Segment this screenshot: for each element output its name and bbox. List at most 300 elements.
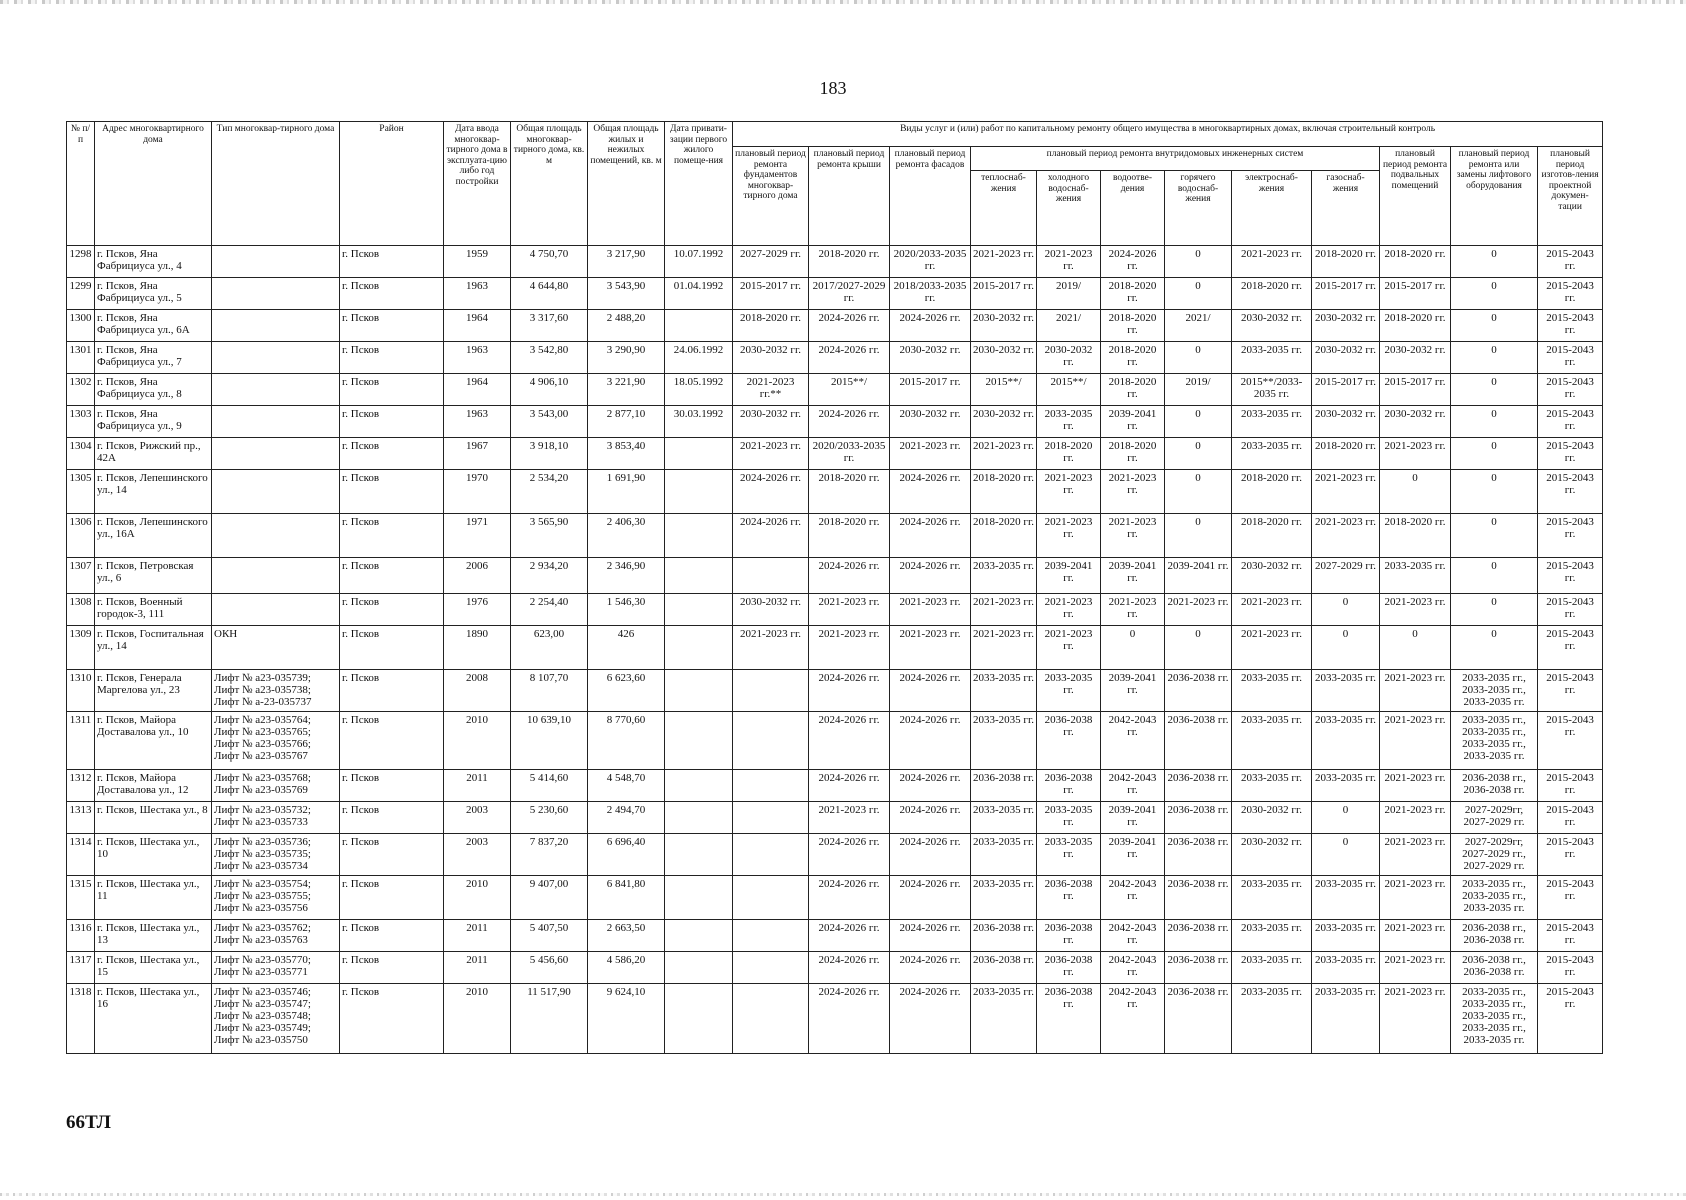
table-row — [67, 342, 1603, 374]
col-electric-header: электроснаб-жения — [1232, 171, 1312, 246]
cell-heating: 2033-2035 гг. — [971, 712, 1037, 770]
cell-district: г. Псков — [340, 670, 444, 712]
cell-num: 1308 — [67, 594, 95, 626]
cell-heating: 2036-2038 гг. — [971, 770, 1037, 802]
cell-cold-water: 2021-2023 гг. — [1037, 470, 1101, 514]
cell-facade: 2024-2026 гг. — [890, 310, 971, 342]
cell-facade: 2020/2033-2035 гг. — [890, 246, 971, 278]
cell-hot-water: 2036-2038 гг. — [1165, 920, 1232, 952]
cell-drainage: 2039-2041 гг. — [1101, 802, 1165, 834]
cell-house-type — [212, 310, 340, 342]
table-row — [67, 834, 1603, 876]
cell-living-area: 6 696,40 — [588, 834, 665, 876]
cell-elevator: 2027-2029гг, 2027-2029 гг. — [1451, 802, 1538, 834]
cell-facade: 2024-2026 гг. — [890, 670, 971, 712]
cell-living-area: 3 853,40 — [588, 438, 665, 470]
cell-living-area: 2 488,20 — [588, 310, 665, 342]
cell-elevator: 2033-2035 гг., 2033-2035 гг., 2033-2035 гг. — [1451, 876, 1538, 920]
cell-basement: 2021-2023 гг. — [1380, 802, 1451, 834]
cell-living-area: 3 290,90 — [588, 342, 665, 374]
cell-design: 2015-2043 гг. — [1538, 374, 1603, 406]
cell-district: г. Псков — [340, 984, 444, 1054]
cell-address: г. Псков, Майора Доставалова ул., 12 — [95, 770, 212, 802]
cell-address: г. Псков, Майора Доставалова ул., 10 — [95, 712, 212, 770]
cell-basement: 0 — [1380, 626, 1451, 670]
cell-address: г. Псков, Шестака ул., 11 — [95, 876, 212, 920]
cell-drainage: 2018-2020 гг. — [1101, 310, 1165, 342]
cell-roof: 2024-2026 гг. — [809, 712, 890, 770]
cell-drainage: 2018-2020 гг. — [1101, 278, 1165, 310]
cell-heating: 2021-2023 гг. — [971, 594, 1037, 626]
cell-drainage: 2042-2043 гг. — [1101, 770, 1165, 802]
cell-gas: 2033-2035 гг. — [1312, 984, 1380, 1054]
table-row — [67, 406, 1603, 438]
cell-address: г. Псков, Яна Фабрициуса ул., 5 — [95, 278, 212, 310]
cell-address: г. Псков, Шестака ул., 16 — [95, 984, 212, 1054]
cell-roof: 2021-2023 гг. — [809, 802, 890, 834]
cell-cold-water: 2021-2023 гг. — [1037, 626, 1101, 670]
cell-hot-water: 2021/ — [1165, 310, 1232, 342]
document-code: 66ТЛ — [66, 1112, 111, 1133]
cell-house-type — [212, 406, 340, 438]
cell-total-area: 10 639,10 — [511, 712, 588, 770]
cell-design: 2015-2043 гг. — [1538, 834, 1603, 876]
cell-drainage: 2039-2041 гг. — [1101, 670, 1165, 712]
cell-hot-water: 0 — [1165, 438, 1232, 470]
cell-privatization — [665, 770, 733, 802]
cell-heating: 2036-2038 гг. — [971, 920, 1037, 952]
cell-hot-water: 0 — [1165, 514, 1232, 558]
cell-year: 2003 — [444, 834, 511, 876]
cell-drainage: 2039-2041 гг. — [1101, 558, 1165, 594]
cell-drainage: 2018-2020 гг. — [1101, 342, 1165, 374]
col-address-header: Адрес многоквартирного дома — [95, 122, 212, 246]
cell-year: 2003 — [444, 802, 511, 834]
cell-living-area: 3 543,90 — [588, 278, 665, 310]
cell-gas: 0 — [1312, 834, 1380, 876]
cell-total-area: 4 644,80 — [511, 278, 588, 310]
cell-cold-water: 2039-2041 гг. — [1037, 558, 1101, 594]
cell-heating: 2033-2035 гг. — [971, 984, 1037, 1054]
cell-total-area: 3 542,80 — [511, 342, 588, 374]
cell-living-area: 1 546,30 — [588, 594, 665, 626]
cell-house-type: Лифт № а23-035770; Лифт № а23-035771 — [212, 952, 340, 984]
cell-house-type: Лифт № а23-035746; Лифт № а23-035747; Лифт № а23-035748; Лифт № а23-035749; Лифт № а23-035750 — [212, 984, 340, 1054]
cell-living-area: 2 877,10 — [588, 406, 665, 438]
cell-house-type — [212, 514, 340, 558]
cell-address: г. Псков, Госпитальная ул., 14 — [95, 626, 212, 670]
cell-facade: 2021-2023 гг. — [890, 438, 971, 470]
cell-drainage: 2021-2023 гг. — [1101, 514, 1165, 558]
cell-design: 2015-2043 гг. — [1538, 594, 1603, 626]
cell-total-area: 7 837,20 — [511, 834, 588, 876]
cell-address: г. Псков, Лепешинского ул., 16А — [95, 514, 212, 558]
cell-basement: 2021-2023 гг. — [1380, 876, 1451, 920]
cell-total-area: 3 565,90 — [511, 514, 588, 558]
cell-basement: 2030-2032 гг. — [1380, 406, 1451, 438]
col-living-area-header: Общая площадь жилых и нежилых помещений, кв. м — [588, 122, 665, 246]
cell-total-area: 2 254,40 — [511, 594, 588, 626]
cell-design: 2015-2043 гг. — [1538, 438, 1603, 470]
cell-total-area: 5 407,50 — [511, 920, 588, 952]
cell-foundation: 2030-2032 гг. — [733, 594, 809, 626]
cell-elevator: 0 — [1451, 310, 1538, 342]
cell-roof: 2024-2026 гг. — [809, 952, 890, 984]
col-commissioning-header: Дата ввода многоквар-тирного дома в эксплуата-цию либо год постройки — [444, 122, 511, 246]
cell-design: 2015-2043 гг. — [1538, 626, 1603, 670]
cell-elevator: 2033-2035 гг., 2033-2035 гг., 2033-2035 гг., 2033-2035 гг. — [1451, 712, 1538, 770]
cell-living-area: 3 217,90 — [588, 246, 665, 278]
cell-design: 2015-2043 гг. — [1538, 558, 1603, 594]
cell-elevator: 2027-2029гг, 2027-2029 гг., 2027-2029 гг. — [1451, 834, 1538, 876]
cell-heating: 2015-2017 гг. — [971, 278, 1037, 310]
cell-elevator: 0 — [1451, 406, 1538, 438]
cell-hot-water: 0 — [1165, 342, 1232, 374]
table-row — [67, 278, 1603, 310]
cell-cold-water: 2033-2035 гг. — [1037, 802, 1101, 834]
cell-roof: 2015**/ — [809, 374, 890, 406]
cell-house-type — [212, 438, 340, 470]
cell-num: 1304 — [67, 438, 95, 470]
cell-district: г. Псков — [340, 712, 444, 770]
cell-electric: 2033-2035 гг. — [1232, 342, 1312, 374]
cell-cold-water: 2033-2035 гг. — [1037, 670, 1101, 712]
cell-cold-water: 2019/ — [1037, 278, 1101, 310]
cell-heating: 2033-2035 гг. — [971, 876, 1037, 920]
cell-gas: 2021-2023 гг. — [1312, 514, 1380, 558]
cell-roof: 2021-2023 гг. — [809, 594, 890, 626]
cell-heating: 2036-2038 гг. — [971, 952, 1037, 984]
cell-hot-water: 0 — [1165, 470, 1232, 514]
cell-district: г. Псков — [340, 594, 444, 626]
cell-year: 1967 — [444, 438, 511, 470]
cell-privatization — [665, 626, 733, 670]
cell-total-area: 9 407,00 — [511, 876, 588, 920]
cell-electric: 2033-2035 гг. — [1232, 984, 1312, 1054]
cell-electric: 2033-2035 гг. — [1232, 438, 1312, 470]
cell-address: г. Псков, Шестака ул., 10 — [95, 834, 212, 876]
cell-living-area: 9 624,10 — [588, 984, 665, 1054]
cell-num: 1300 — [67, 310, 95, 342]
scan-edge-top — [0, 0, 1686, 4]
cell-roof: 2024-2026 гг. — [809, 876, 890, 920]
cell-elevator: 0 — [1451, 626, 1538, 670]
cell-drainage: 2018-2020 гг. — [1101, 374, 1165, 406]
cell-design: 2015-2043 гг. — [1538, 310, 1603, 342]
cell-year: 2006 — [444, 558, 511, 594]
cell-year: 2008 — [444, 670, 511, 712]
cell-cold-water: 2036-2038 гг. — [1037, 712, 1101, 770]
table-row — [67, 770, 1603, 802]
cell-cold-water: 2036-2038 гг. — [1037, 920, 1101, 952]
cell-foundation: 2024-2026 гг. — [733, 470, 809, 514]
cell-cold-water: 2021/ — [1037, 310, 1101, 342]
cell-design: 2015-2043 гг. — [1538, 670, 1603, 712]
cell-living-area: 3 221,90 — [588, 374, 665, 406]
col-elevator-header: плановый период ремонта или замены лифтового оборудования — [1451, 147, 1538, 246]
cell-privatization — [665, 438, 733, 470]
cell-privatization — [665, 834, 733, 876]
cell-gas: 2018-2020 гг. — [1312, 438, 1380, 470]
cell-hot-water: 2036-2038 гг. — [1165, 770, 1232, 802]
cell-house-type — [212, 246, 340, 278]
cell-privatization: 18.05.1992 — [665, 374, 733, 406]
cell-foundation — [733, 834, 809, 876]
cell-facade: 2024-2026 гг. — [890, 712, 971, 770]
cell-basement: 2015-2017 гг. — [1380, 278, 1451, 310]
cell-district: г. Псков — [340, 920, 444, 952]
cell-house-type — [212, 278, 340, 310]
cell-design: 2015-2043 гг. — [1538, 876, 1603, 920]
cell-gas: 2033-2035 гг. — [1312, 876, 1380, 920]
cell-roof: 2020/2033-2035 гг. — [809, 438, 890, 470]
cell-facade: 2030-2032 гг. — [890, 342, 971, 374]
cell-privatization — [665, 558, 733, 594]
cell-year: 1890 — [444, 626, 511, 670]
cell-living-area: 2 346,90 — [588, 558, 665, 594]
cell-house-type — [212, 558, 340, 594]
cell-district: г. Псков — [340, 876, 444, 920]
cell-living-area: 6 841,80 — [588, 876, 665, 920]
table-row — [67, 920, 1603, 952]
col-facade-header: плановый период ремонта фасадов — [890, 147, 971, 246]
cell-num: 1310 — [67, 670, 95, 712]
cell-foundation: 2027-2029 гг. — [733, 246, 809, 278]
cell-gas: 2015-2017 гг. — [1312, 278, 1380, 310]
cell-privatization — [665, 310, 733, 342]
cell-address: г. Псков, Шестака ул., 8 — [95, 802, 212, 834]
cell-electric: 2030-2032 гг. — [1232, 834, 1312, 876]
works-group-header: Виды услуг и (или) работ по капитальному ремонту общего имущества в многоквартирных домах, включая строительный контроль — [733, 122, 1603, 147]
col-roof-header: плановый период ремонта крыши — [809, 147, 890, 246]
col-heating-header: теплоснаб-жения — [971, 171, 1037, 246]
cell-cold-water: 2036-2038 гг. — [1037, 876, 1101, 920]
cell-design: 2015-2043 гг. — [1538, 278, 1603, 310]
table-row — [67, 802, 1603, 834]
cell-elevator: 0 — [1451, 278, 1538, 310]
cell-year: 2011 — [444, 770, 511, 802]
cell-roof: 2024-2026 гг. — [809, 342, 890, 374]
cell-privatization — [665, 984, 733, 1054]
cell-drainage: 2042-2043 гг. — [1101, 952, 1165, 984]
cell-gas: 0 — [1312, 594, 1380, 626]
cell-num: 1316 — [67, 920, 95, 952]
cell-electric: 2033-2035 гг. — [1232, 876, 1312, 920]
cell-facade: 2018/2033-2035 гг. — [890, 278, 971, 310]
cell-num: 1311 — [67, 712, 95, 770]
cell-living-area: 6 623,60 — [588, 670, 665, 712]
cell-design: 2015-2043 гг. — [1538, 712, 1603, 770]
cell-address: г. Псков, Генерала Маргелова ул., 23 — [95, 670, 212, 712]
cell-hot-water: 0 — [1165, 246, 1232, 278]
cell-heating: 2033-2035 гг. — [971, 802, 1037, 834]
cell-year: 2010 — [444, 984, 511, 1054]
cell-house-type: Лифт № а23-035768; Лифт № а23-035769 — [212, 770, 340, 802]
cell-year: 2011 — [444, 920, 511, 952]
cell-address: г. Псков, Рижский пр., 42А — [95, 438, 212, 470]
cell-drainage: 2042-2043 гг. — [1101, 876, 1165, 920]
cell-year: 1970 — [444, 470, 511, 514]
cell-hot-water: 2036-2038 гг. — [1165, 876, 1232, 920]
cell-roof: 2024-2026 гг. — [809, 770, 890, 802]
header-row-top — [67, 122, 1603, 147]
cell-year: 2010 — [444, 876, 511, 920]
table-row — [67, 876, 1603, 920]
cell-heating: 2021-2023 гг. — [971, 438, 1037, 470]
cell-electric: 2021-2023 гг. — [1232, 594, 1312, 626]
cell-heating: 2033-2035 гг. — [971, 834, 1037, 876]
table-row — [67, 514, 1603, 558]
col-total-area-header: Общая площадь многоквар-тирного дома, кв. м — [511, 122, 588, 246]
cell-electric: 2018-2020 гг. — [1232, 514, 1312, 558]
cell-district: г. Псков — [340, 514, 444, 558]
cell-design: 2015-2043 гг. — [1538, 342, 1603, 374]
cell-hot-water: 0 — [1165, 406, 1232, 438]
cell-year: 1963 — [444, 278, 511, 310]
cell-year: 1963 — [444, 406, 511, 438]
cell-facade: 2024-2026 гг. — [890, 514, 971, 558]
cell-design: 2015-2043 гг. — [1538, 920, 1603, 952]
cell-living-area: 4 548,70 — [588, 770, 665, 802]
cell-foundation — [733, 920, 809, 952]
cell-facade: 2024-2026 гг. — [890, 984, 971, 1054]
cell-cold-water: 2033-2035 гг. — [1037, 834, 1101, 876]
cell-privatization — [665, 712, 733, 770]
cell-foundation: 2024-2026 гг. — [733, 514, 809, 558]
cell-roof: 2024-2026 гг. — [809, 406, 890, 438]
cell-gas: 2027-2029 гг. — [1312, 558, 1380, 594]
cell-living-area: 1 691,90 — [588, 470, 665, 514]
cell-basement: 2021-2023 гг. — [1380, 712, 1451, 770]
cell-gas: 2033-2035 гг. — [1312, 712, 1380, 770]
cell-gas: 0 — [1312, 626, 1380, 670]
cell-foundation — [733, 558, 809, 594]
cell-gas: 2033-2035 гг. — [1312, 952, 1380, 984]
cell-facade: 2024-2026 гг. — [890, 876, 971, 920]
cell-house-type: Лифт № а23-035739; Лифт № а23-035738; Лифт № а-23-035737 — [212, 670, 340, 712]
cell-hot-water: 2036-2038 гг. — [1165, 952, 1232, 984]
cell-house-type — [212, 594, 340, 626]
cell-facade: 2015-2017 гг. — [890, 374, 971, 406]
col-cold-water-header: холодного водоснаб-жения — [1037, 171, 1101, 246]
cell-gas: 2030-2032 гг. — [1312, 310, 1380, 342]
cell-privatization — [665, 670, 733, 712]
cell-num: 1299 — [67, 278, 95, 310]
col-type-header: Тип многоквар-тирного дома — [212, 122, 340, 246]
cell-num: 1314 — [67, 834, 95, 876]
cell-hot-water: 2039-2041 гг. — [1165, 558, 1232, 594]
cell-district: г. Псков — [340, 802, 444, 834]
cell-roof: 2024-2026 гг. — [809, 558, 890, 594]
cell-heating: 2015**/ — [971, 374, 1037, 406]
cell-drainage: 2021-2023 гг. — [1101, 594, 1165, 626]
cell-num: 1315 — [67, 876, 95, 920]
cell-gas: 2033-2035 гг. — [1312, 920, 1380, 952]
cell-num: 1306 — [67, 514, 95, 558]
cell-basement: 2021-2023 гг. — [1380, 770, 1451, 802]
cell-elevator: 0 — [1451, 374, 1538, 406]
cell-house-type — [212, 374, 340, 406]
cell-drainage: 2021-2023 гг. — [1101, 470, 1165, 514]
cell-hot-water: 2036-2038 гг. — [1165, 670, 1232, 712]
cell-cold-water: 2018-2020 гг. — [1037, 438, 1101, 470]
table-row — [67, 246, 1603, 278]
table-row — [67, 594, 1603, 626]
cell-district: г. Псков — [340, 374, 444, 406]
col-basement-header: плановый период ремонта подвальных помещений — [1380, 147, 1451, 246]
cell-design: 2015-2043 гг. — [1538, 984, 1603, 1054]
cell-roof: 2024-2026 гг. — [809, 920, 890, 952]
cell-address: г. Псков, Лепешинского ул., 14 — [95, 470, 212, 514]
cell-address: г. Псков, Яна Фабрициуса ул., 9 — [95, 406, 212, 438]
cell-facade: 2024-2026 гг. — [890, 770, 971, 802]
cell-cold-water: 2021-2023 гг. — [1037, 594, 1101, 626]
cell-year: 1963 — [444, 342, 511, 374]
cell-heating: 2033-2035 гг. — [971, 558, 1037, 594]
cell-house-type — [212, 470, 340, 514]
cell-total-area: 4 906,10 — [511, 374, 588, 406]
cell-drainage: 2042-2043 гг. — [1101, 920, 1165, 952]
cell-district: г. Псков — [340, 310, 444, 342]
systems-group-header: плановый период ремонта внутридомовых инженерных систем — [971, 147, 1380, 171]
cell-electric: 2030-2032 гг. — [1232, 310, 1312, 342]
cell-facade: 2021-2023 гг. — [890, 626, 971, 670]
table-row — [67, 626, 1603, 670]
cell-privatization — [665, 952, 733, 984]
cell-drainage: 2042-2043 гг. — [1101, 984, 1165, 1054]
cell-hot-water: 2021-2023 гг. — [1165, 594, 1232, 626]
cell-heating: 2030-2032 гг. — [971, 342, 1037, 374]
cell-total-area: 5 456,60 — [511, 952, 588, 984]
cell-foundation — [733, 952, 809, 984]
cell-basement: 2033-2035 гг. — [1380, 558, 1451, 594]
cell-house-type: ОКН — [212, 626, 340, 670]
cell-electric: 2030-2032 гг. — [1232, 802, 1312, 834]
cell-foundation: 2021-2023 гг. — [733, 438, 809, 470]
cell-facade: 2024-2026 гг. — [890, 802, 971, 834]
cell-address: г. Псков, Яна Фабрициуса ул., 6А — [95, 310, 212, 342]
cell-hot-water: 2036-2038 гг. — [1165, 802, 1232, 834]
cell-year: 1959 — [444, 246, 511, 278]
cell-privatization: 24.06.1992 — [665, 342, 733, 374]
cell-basement: 0 — [1380, 470, 1451, 514]
cell-facade: 2024-2026 гг. — [890, 470, 971, 514]
cell-cold-water: 2036-2038 гг. — [1037, 984, 1101, 1054]
cell-address: г. Псков, Яна Фабрициуса ул., 7 — [95, 342, 212, 374]
cell-roof: 2024-2026 гг. — [809, 834, 890, 876]
cell-basement: 2018-2020 гг. — [1380, 514, 1451, 558]
cell-district: г. Псков — [340, 952, 444, 984]
cell-living-area: 2 494,70 — [588, 802, 665, 834]
cell-drainage: 0 — [1101, 626, 1165, 670]
cell-num: 1302 — [67, 374, 95, 406]
cell-facade: 2024-2026 гг. — [890, 920, 971, 952]
cell-roof: 2024-2026 гг. — [809, 984, 890, 1054]
cell-heating: 2030-2032 гг. — [971, 310, 1037, 342]
cell-privatization — [665, 470, 733, 514]
cell-privatization: 30.03.1992 — [665, 406, 733, 438]
cell-design: 2015-2043 гг. — [1538, 406, 1603, 438]
cell-total-area: 4 750,70 — [511, 246, 588, 278]
cell-privatization — [665, 594, 733, 626]
cell-cold-water: 2036-2038 гг. — [1037, 952, 1101, 984]
cell-hot-water: 2036-2038 гг. — [1165, 984, 1232, 1054]
cell-foundation: 2021-2023 гг. — [733, 626, 809, 670]
cell-design: 2015-2043 гг. — [1538, 770, 1603, 802]
cell-address: г. Псков, Военный городок-3, 111 — [95, 594, 212, 626]
cell-privatization: 10.07.1992 — [665, 246, 733, 278]
cell-foundation — [733, 670, 809, 712]
